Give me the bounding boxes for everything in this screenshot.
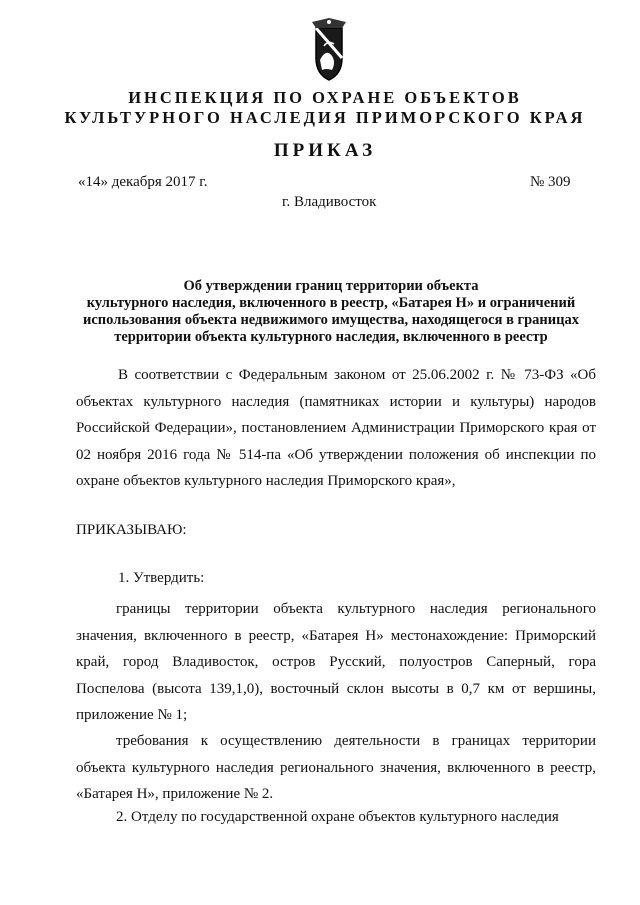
item-2-paragraph: 2. Отделу по государственной охране объектов культурного наследия bbox=[116, 809, 559, 825]
document-number: № 309 bbox=[530, 174, 571, 190]
item-1-boundaries-paragraph: границы территории объекта культурного наследия регионального значения, включенного в реестр, «Батарея Н» местонахождение: Приморский край, город Владивосток, остров Русский, полуостров Саперный, гора Поспелова (высота 139,1,0), восточный склон высоты в 0,7 км от вершины, приложение № 1; bbox=[76, 601, 596, 723]
item-1-heading: 1. Утвердить: bbox=[118, 570, 205, 586]
subject-line: использования объекта недвижимого имущества, находящегося в границах bbox=[83, 312, 579, 328]
subject-line: территории объекта культурного наследия, включенного в реестр bbox=[114, 329, 548, 345]
document-city: г. Владивосток bbox=[282, 194, 377, 210]
organization-name-line1: ИНСПЕКЦИЯ ПО ОХРАНЕ ОБЪЕКТОВ bbox=[128, 88, 522, 107]
subject-line: Об утверждении границ территории объекта bbox=[183, 278, 479, 294]
document-title: ПРИКАЗ bbox=[273, 140, 377, 161]
primorsky-krai-coat-of-arms-icon bbox=[298, 18, 360, 84]
subject-line: культурного наследия, включенного в реестр, «Батарея Н» и ограничений bbox=[86, 295, 576, 311]
document-subject bbox=[66, 278, 596, 346]
item-1-requirements-paragraph: требования к осуществлению деятельности в границах территории объекта культурного наследия регионального значения, включенного в реестр, «Батарея Н», приложение № 2. bbox=[76, 733, 596, 802]
organization-name-line2: КУЛЬТУРНОГО НАСЛЕДИЯ ПРИМОРСКОГО КРАЯ bbox=[64, 108, 586, 127]
order-word: ПРИКАЗЫВАЮ: bbox=[76, 522, 187, 538]
document-date: «14» декабря 2017 г. bbox=[78, 174, 208, 190]
preamble-paragraph: В соответствии с Федеральным законом от 25.06.2002 г. № 73-ФЗ «Об объектах культурного наследия (памятниках истории и культуры) народов Российской Федерации», постановлением Администрации Приморского края от 02 ноября 2016 года № 514-па «Об утверждении положения об инспекции по охране объектов культурного наследия Приморского края», bbox=[76, 367, 596, 489]
